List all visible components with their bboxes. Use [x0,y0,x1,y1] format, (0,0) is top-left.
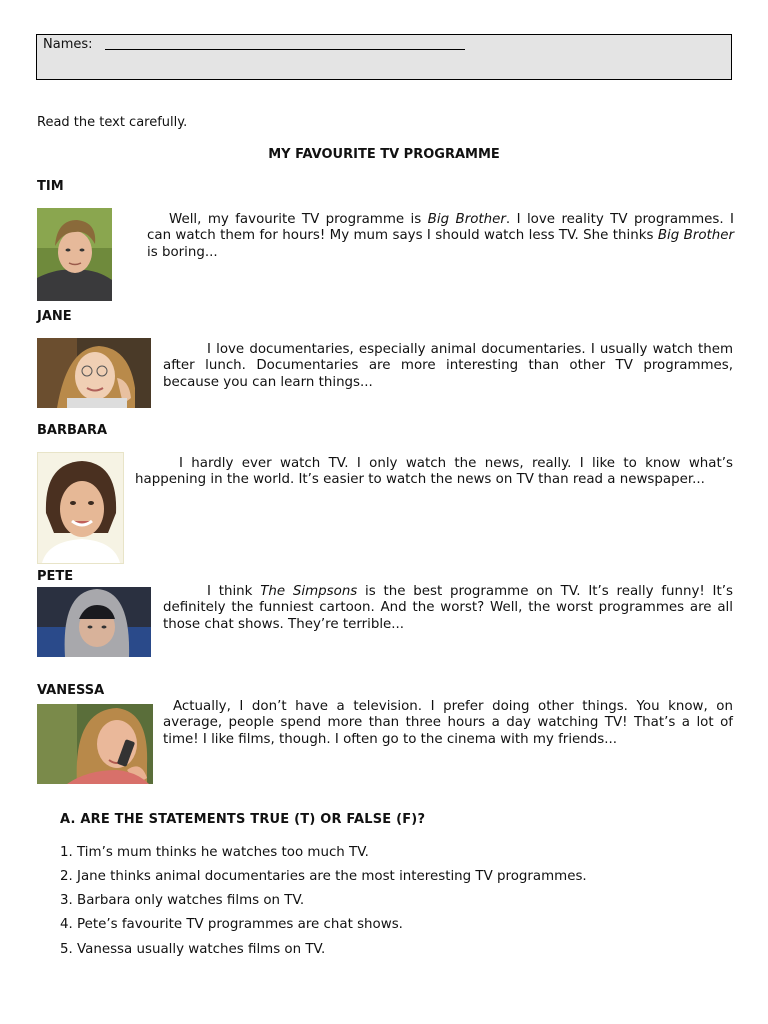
person-name-pete: PETE [37,569,74,584]
paragraph-jane: I love documentaries, especially animal documentaries. I usually watch them after lunch. Documentaries are more interesting than other TV programmes, because you can learn things... [163,342,733,390]
text-tim-2: . I love reality TV programmes. I can watch them for hours! My mum says I should watch less TV. She thinks [147,212,734,244]
person-name-vanessa: VANESSA [37,683,105,698]
statement-item: 1. Tim’s mum thinks he watches too much TV. [60,845,369,860]
title-the-simpsons: The Simpsons [260,584,358,599]
text-tim-1: Well, my favourite TV programme is [169,212,428,227]
person-name-tim: TIM [37,179,64,194]
text-tim-3: is boring... [147,244,218,260]
statement-item: 4. Pete’s favourite TV programmes are chat shows. [60,917,403,932]
photo-jane [37,338,151,408]
person-name-barbara: BARBARA [37,423,108,438]
page-title: MY FAVOURITE TV PROGRAMME [268,147,500,162]
text-pete-1: I think [207,584,261,599]
text-pete-2: is the best programme on TV. It’s really funny! It’s definitely the funniest cartoon. And the worst? Well, the worst programmes are all those chat shows. They’re terrible... [163,584,733,632]
statement-item: 3. Barbara only watches films on TV. [60,893,305,908]
names-line[interactable] [105,49,465,50]
instruction-text: Read the text carefully. [37,115,188,130]
title-big-brother-1: Big Brother [427,212,506,227]
paragraph-tim [147,212,734,261]
paragraph-vanessa: Actually, I don’t have a television. I prefer doing other things. You know, on average, people spend more than three hours a day watching TV! That’s a lot of time! I like films, though. I often go to the cinema with my friends... [163,699,733,747]
person-name-jane: JANE [37,309,72,324]
paragraph-barbara: I hardly ever watch TV. I only watch the news, really. I like to know what’s happening in the world. It’s easier to watch the news on TV than read a newspaper... [135,456,733,488]
paragraph-pete [163,584,733,633]
statement-item: 5. Vanessa usually watches films on TV. [60,942,326,957]
photo-pete [37,587,151,657]
names-box [36,34,732,80]
exercise-heading: A. ARE THE STATEMENTS TRUE (T) OR FALSE (F)? [60,812,426,827]
statement-item: 2. Jane thinks animal documentaries are the most interesting TV programmes. [60,869,587,884]
photo-barbara [37,452,124,564]
names-label: Names: [43,37,93,52]
photo-vanessa [37,704,153,784]
photo-tim [37,208,112,301]
title-big-brother-2: Big Brother [657,228,734,244]
